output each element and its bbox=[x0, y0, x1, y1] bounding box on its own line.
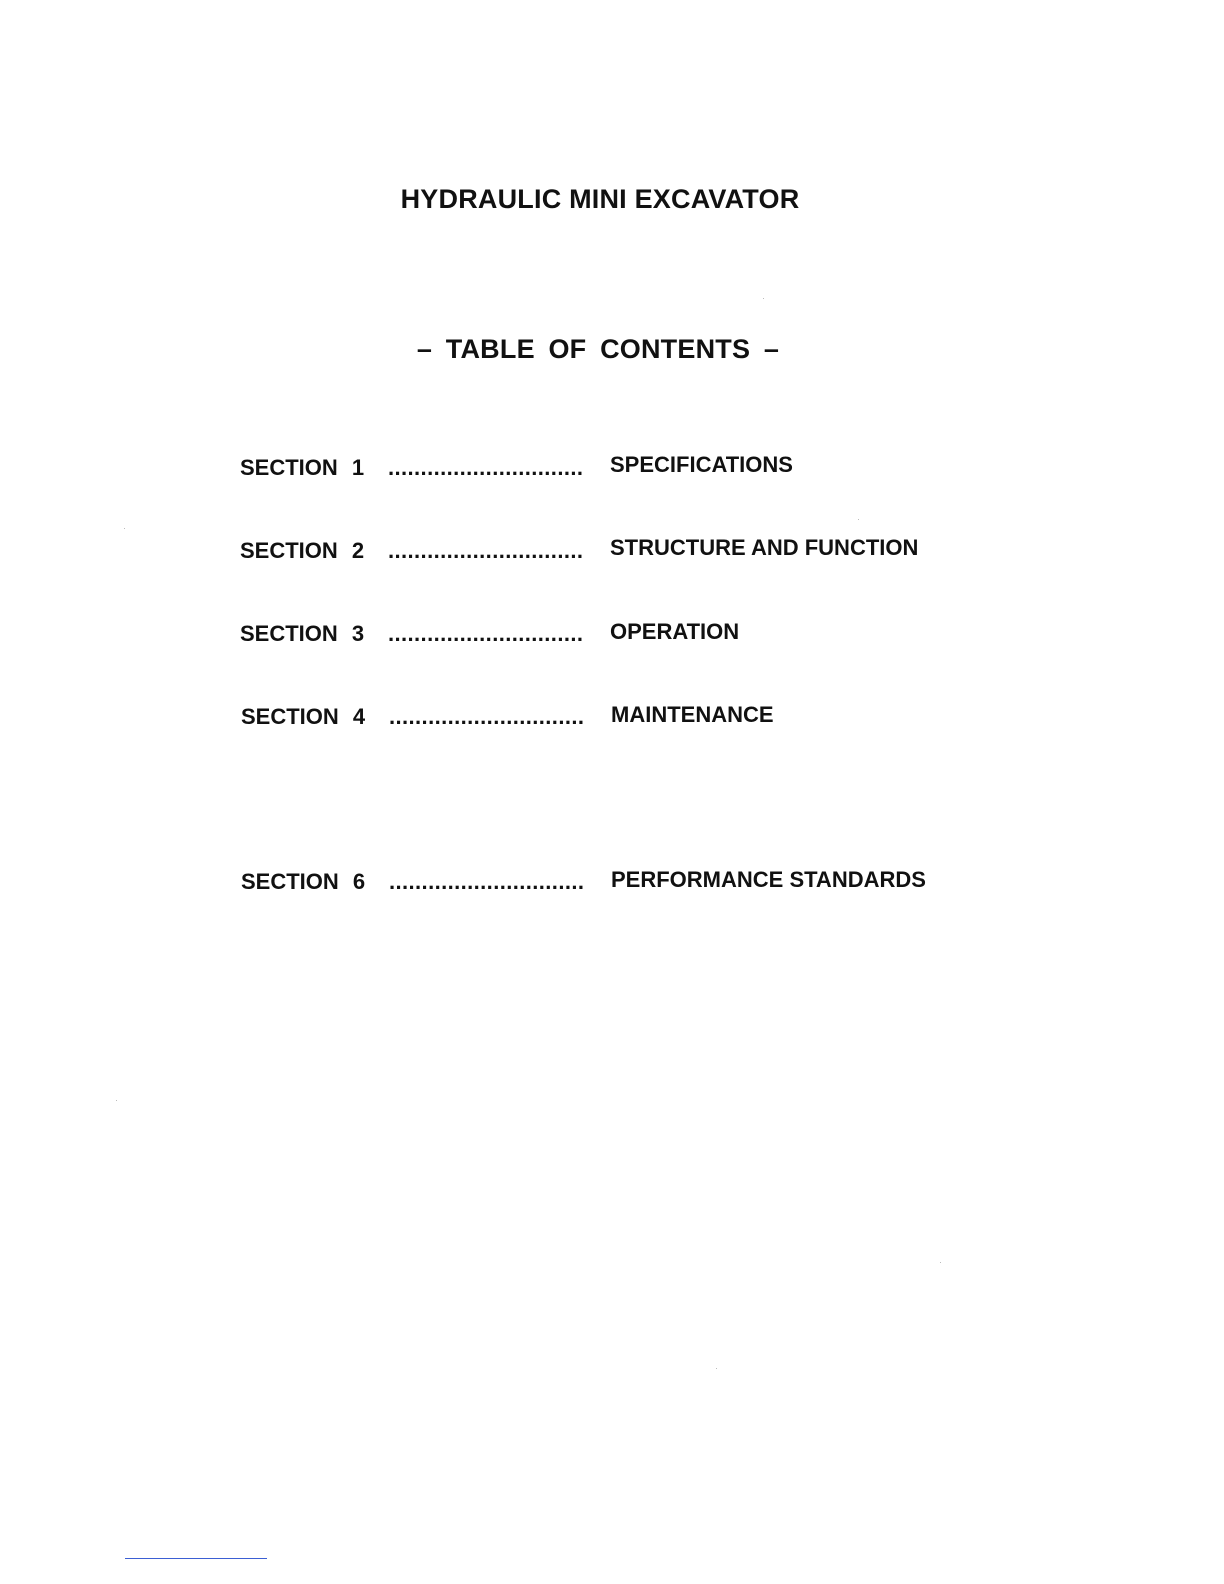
scan-speck bbox=[763, 298, 764, 299]
toc-leader-dots: .............................. bbox=[388, 538, 584, 563]
document-title: HYDRAULIC MINI EXCAVATOR bbox=[400, 184, 800, 214]
toc-leader-dots: .............................. bbox=[389, 704, 585, 729]
toc-section-label: SECTION 1 bbox=[240, 455, 365, 480]
scan-speck bbox=[940, 1262, 941, 1263]
toc-section-label: SECTION 2 bbox=[240, 538, 365, 563]
page-link-underline[interactable] bbox=[125, 1558, 267, 1559]
toc-section-label: SECTION 4 bbox=[241, 704, 366, 729]
scan-speck bbox=[858, 519, 859, 520]
toc-leader-dots: .............................. bbox=[388, 621, 584, 646]
toc-section-name: MAINTENANCE bbox=[611, 702, 774, 727]
scan-speck bbox=[716, 1368, 717, 1369]
toc-section-label: SECTION 6 bbox=[241, 869, 366, 894]
toc-heading: – TABLE OF CONTENTS – bbox=[416, 334, 780, 364]
scan-speck bbox=[116, 1100, 117, 1101]
toc-section-label: SECTION 3 bbox=[240, 621, 365, 646]
toc-leader-dots: .............................. bbox=[388, 455, 584, 480]
toc-leader-dots: .............................. bbox=[389, 869, 585, 894]
scan-speck bbox=[124, 528, 125, 529]
toc-section-name: PERFORMANCE STANDARDS bbox=[611, 867, 926, 892]
toc-section-name: STRUCTURE AND FUNCTION bbox=[610, 535, 919, 560]
toc-section-name: OPERATION bbox=[610, 619, 740, 644]
toc-section-name: SPECIFICATIONS bbox=[610, 452, 793, 477]
